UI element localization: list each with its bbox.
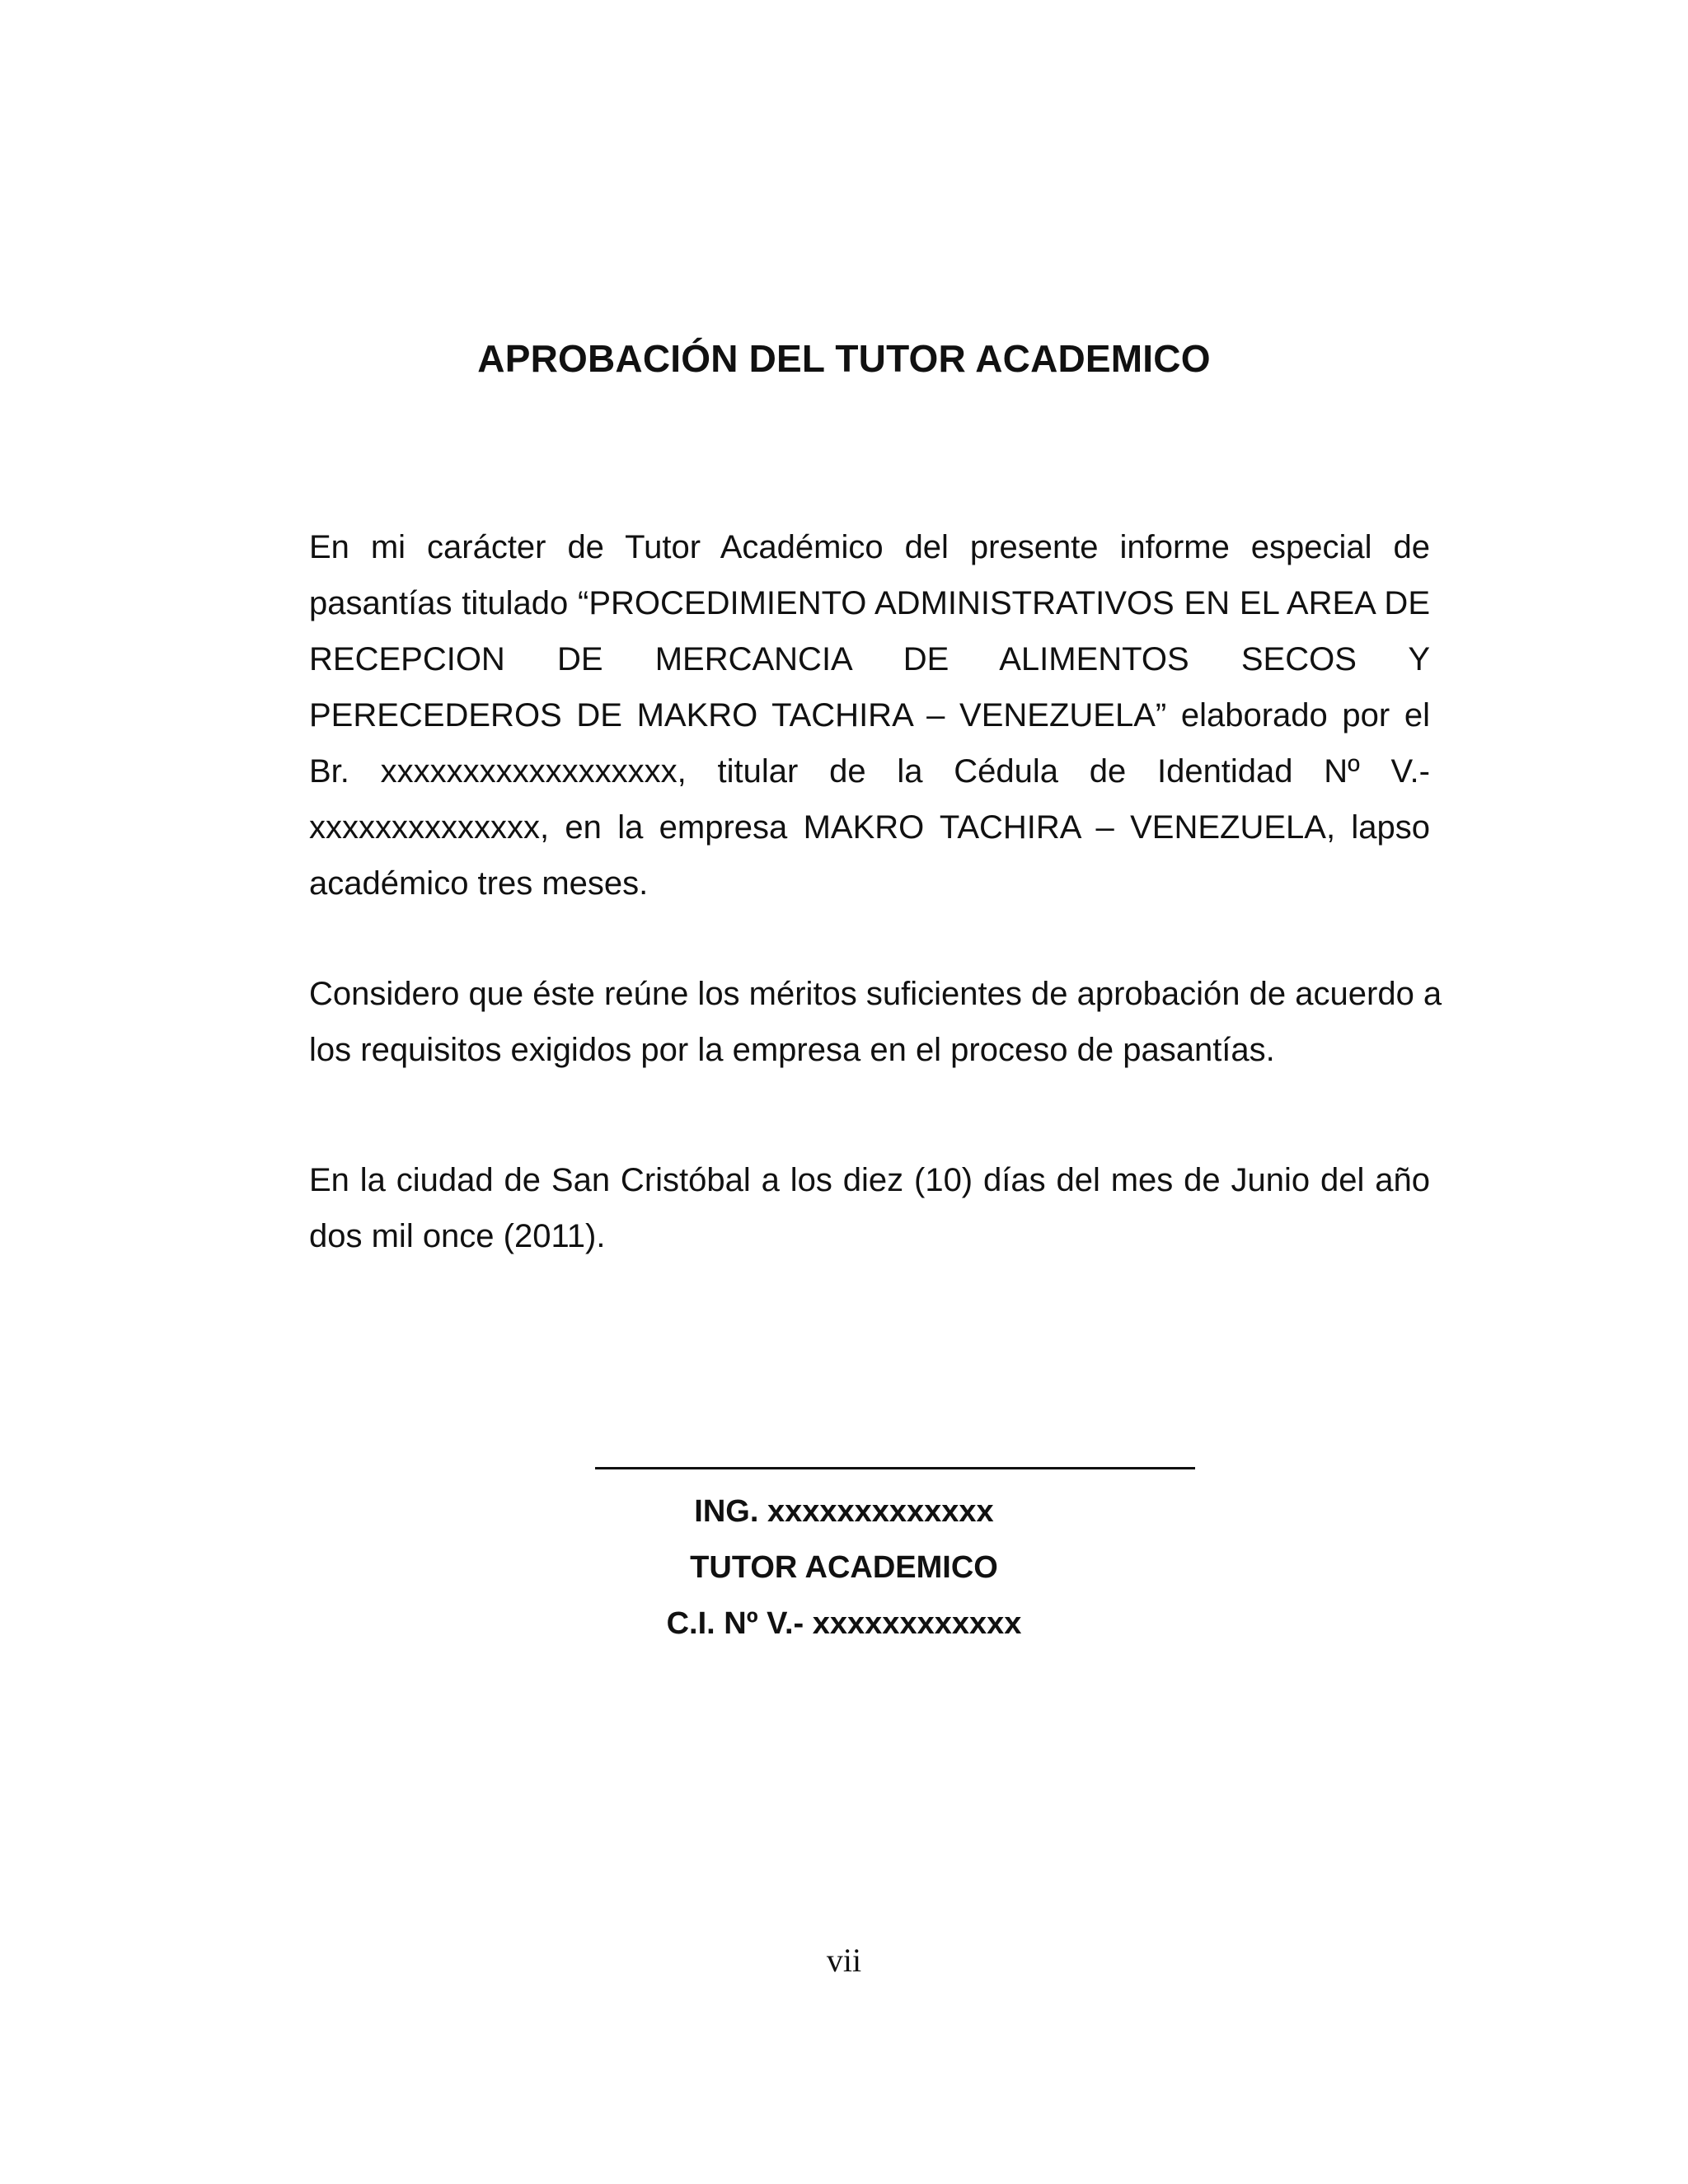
paragraph-approval-statement (309, 519, 1430, 912)
signature-role: TUTOR ACADEMICO (690, 1550, 998, 1585)
paragraph-line: pasantías titulado “PROCEDIMIENTO ADMINISTRATIVOS EN EL AREA DE (309, 585, 1430, 621)
paragraph-line: los requisitos exigidos por la empresa en el proceso de pasantías. (309, 1032, 1275, 1068)
paragraph-line: En la ciudad de San Cristóbal a los diez (10) días del mes de Junio del año (309, 1162, 1430, 1198)
signature-line (595, 1467, 1195, 1469)
page-title: APROBACIÓN DEL TUTOR ACADEMICO (477, 337, 1211, 380)
signature-name: ING. xxxxxxxxxxxxx (694, 1494, 994, 1529)
signature-id: C.I. Nº V.- xxxxxxxxxxxx (666, 1606, 1022, 1641)
paragraph-date-place (309, 1152, 1430, 1264)
paragraph-line: Br. xxxxxxxxxxxxxxxxxx, titular de la Cédula de Identidad Nº V.- (309, 753, 1430, 790)
signature-block (0, 1483, 1688, 1652)
paragraph-line: En mi carácter de Tutor Académico del presente informe especial de (309, 529, 1430, 565)
paragraph-line: académico tres meses. (309, 865, 649, 902)
paragraph-line: RECEPCION DE MERCANCIA DE ALIMENTOS SECOS Y (309, 641, 1430, 677)
paragraph-line: Considero que éste reúne los méritos suficientes de aprobación de acuerdo a (309, 976, 1442, 1012)
page-number: vii (826, 1942, 862, 1979)
paragraph-line: dos mil once (2011). (309, 1218, 606, 1254)
paragraph-merits (309, 966, 1442, 1078)
paragraph-line: PERECEDEROS DE MAKRO TACHIRA – VENEZUELA” elaborado por el (309, 697, 1430, 733)
paragraph-line: xxxxxxxxxxxxxx, en la empresa MAKRO TACHIRA – VENEZUELA, lapso (309, 809, 1430, 846)
